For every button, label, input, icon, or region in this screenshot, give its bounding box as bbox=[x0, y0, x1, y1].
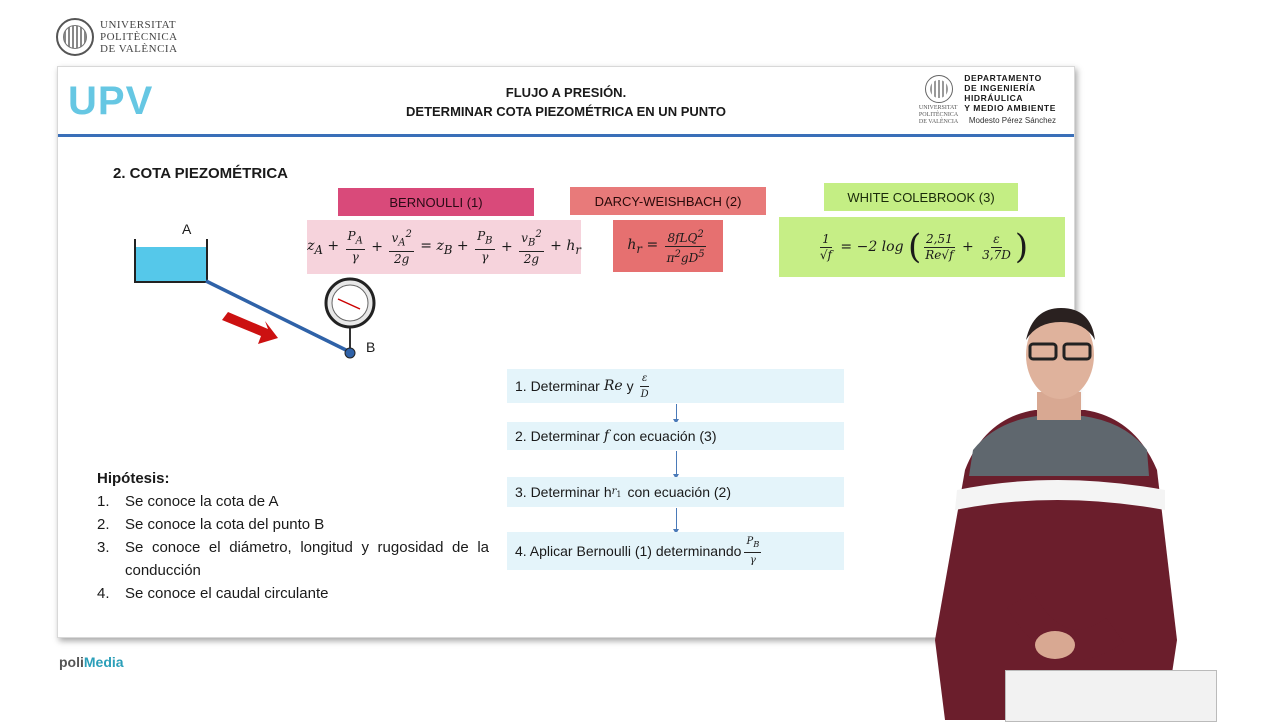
point-b-marker bbox=[345, 348, 355, 358]
white-colebrook-equation: $\frac{1}{√f}$ = −2 log ( $\frac{2,51}{Re√f}$ + $\frac{\varepsilon}{3,7D}$ ) bbox=[779, 217, 1065, 277]
slide bbox=[57, 66, 1075, 638]
lectern bbox=[1005, 670, 1217, 722]
tank-pipe-diagram bbox=[128, 217, 388, 367]
hypotheses-title: Hipótesis: bbox=[97, 470, 170, 487]
list-item: 3. Se conoce el diámetro, longitud y rugosidad de la conducción bbox=[97, 539, 489, 579]
bernoulli-label: BERNOULLI (1) bbox=[338, 188, 534, 216]
step-1: 1. Determinar Re y $\frac{\varepsilon}{D}$ bbox=[507, 369, 844, 403]
polimedia-logo: poliMedia bbox=[59, 654, 124, 670]
university-logo bbox=[56, 18, 178, 56]
darcy-label: DARCY-WEISHBACH (2) bbox=[570, 187, 766, 215]
slide-header bbox=[58, 67, 1074, 137]
hypotheses-list bbox=[97, 470, 489, 605]
darcy-equation: $h_r$ = $\frac{8fLQ^2}{\pi^2gD^5}$ bbox=[613, 220, 723, 272]
section-title: 2. COTA PIEZOMÉTRICA bbox=[113, 165, 289, 182]
flow-arrow-3 bbox=[676, 508, 677, 530]
list-item: 1. Se conoce la cota de A bbox=[97, 493, 279, 510]
presenter-hands bbox=[1035, 631, 1075, 659]
flow-arrow-2 bbox=[676, 451, 677, 475]
bernoulli-equation: $z_A$ + $\frac{P_A}{\gamma}$ + $\frac{v_A^2}{2g}$ = $z_B$ + $\frac{P_B}{\gamma}$ + $\frac{v_B^2}{2g}$ + $h_r$ bbox=[307, 220, 581, 274]
department-logo: UNIVERSITAT POLITÈCNICA DE VALÈNCIA DEPARTAMENTO DE INGENIERÍA HIDRÁULICA Y MEDIO AMBIENTE Modesto Pérez Sánchez bbox=[918, 73, 1056, 125]
presenter-figure bbox=[925, 300, 1195, 720]
author-name: Modesto Pérez Sánchez bbox=[968, 116, 1056, 125]
step-3: 3. Determinar h $r_1$ con ecuación (2) bbox=[507, 477, 844, 507]
department-name: DEPARTAMENTO DE INGENIERÍA HIDRÁULICA Y MEDIO AMBIENTE bbox=[964, 73, 1056, 113]
university-name: UNIVERSITAT POLITÈCNICA DE VALÈNCIA bbox=[100, 19, 178, 55]
slide-title: FLUJO A PRESIÓN. DETERMINAR COTA PIEZOMÉTRICA EN UN PUNTO bbox=[406, 85, 726, 119]
university-seal-icon bbox=[56, 18, 94, 56]
list-item: 4. Se conoce el caudal circulante bbox=[97, 585, 329, 602]
department-seal-icon bbox=[925, 75, 953, 103]
pipe-svg bbox=[128, 217, 388, 367]
flow-arrow-1 bbox=[676, 404, 677, 420]
point-b-label: B bbox=[366, 339, 376, 355]
step-2: 2. Determinar f con ecuación (3) bbox=[507, 422, 844, 450]
upv-brand: UPV bbox=[68, 79, 154, 123]
white-colebrook-label: WHITE COLEBROOK (3) bbox=[824, 183, 1018, 211]
flow-arrow-icon bbox=[222, 312, 278, 344]
step-4: 4. Aplicar Bernoulli (1) determinando $\frac{P_B}{\gamma}$ bbox=[507, 532, 844, 570]
list-item: 2. Se conoce la cota del punto B bbox=[97, 516, 325, 533]
point-a-label: A bbox=[182, 221, 192, 237]
